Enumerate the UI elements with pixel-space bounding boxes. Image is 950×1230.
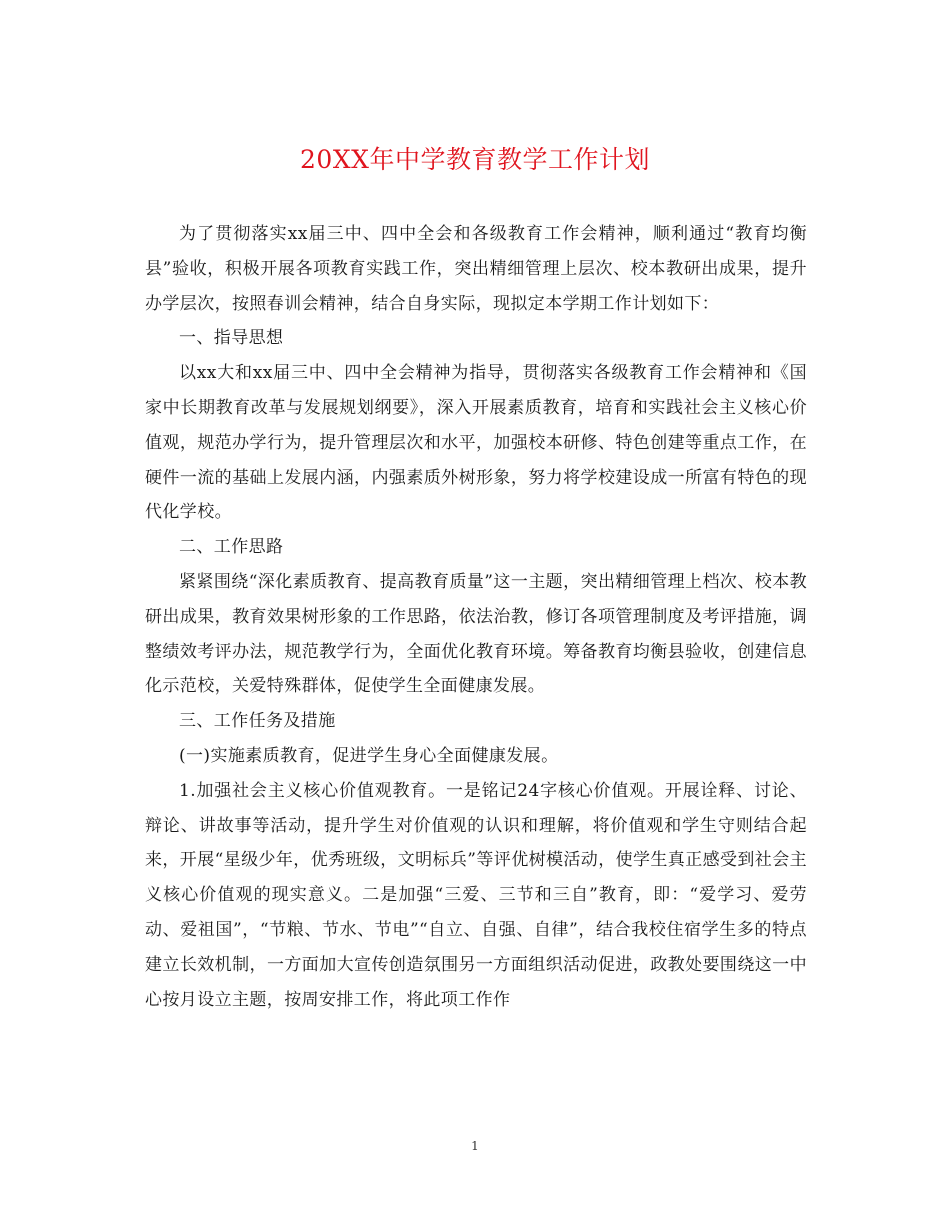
subsection-heading-quality-education: (一)实施素质教育，促进学生身心全面健康发展。 [179, 745, 559, 766]
section-heading-guiding-ideology: 一、指导思想 [179, 328, 284, 349]
core-values-paragraph: 1.加强社会主义核心价值观教育。一是铭记24字核心价值观。开展诠释、讨论、辩论、讲故事等活动，提升学生对价值观的认识和理解，将价值观和学生守则结合起来，开展“星级少年，优秀班级，文明标兵”等评优树模活动，使学生真正感受到社会主义核心价值观的现实意义。二是加强“三爱、三节和三自”教育，即：“爱学习、爱劳动、爱祖国”，“节粮、节水、节电”“自立、自强、自律”，结合我校住宿学生多的特点建立长效机制，一方面加大宣传创造氛围另一方面组织活动促进，政教处要围绕这一中心按月设立主题，按周安排工作，将此项工作作 [145, 780, 807, 1010]
document-body [145, 217, 807, 1017]
page-number: 1 [471, 1139, 479, 1153]
intro-paragraph: 为了贯彻落实xx届三中、四中全会和各级教育工作会精神，顺利通过“教育均衡县”验收，积极开展各项教育实践工作，突出精细管理上层次、校本教研出成果，提升办学层次，按照春训会精神，结合自身实际，现拟定本学期工作计划如下： [145, 224, 807, 314]
section-heading-work-approach: 二、工作思路 [179, 537, 284, 558]
document-title: 20XX年中学教育教学工作计划 [300, 145, 650, 174]
guiding-ideology-paragraph: 以xx大和xx届三中、四中全会精神为指导，贯彻落实各级教育工作会精神和《国家中长期教育改革与发展规划纲要》，深入开展素质教育，培育和实践社会主义核心价值观，规范办学行为，提升管理层次和水平，加强校本研修、特色创建等重点工作，在硬件一流的基础上发展内涵，内强素质外树形象，努力将学校建设成一所富有特色的现代化学校。 [145, 363, 807, 523]
work-approach-paragraph: 紧紧围绕“深化素质教育、提高教育质量”这一主题，突出精细管理上档次、校本教研出成果，教育效果树形象的工作思路，依法治教，修订各项管理制度及考评措施，调整绩效考评办法，规范教学行为，全面优化教育环境。筹备教育均衡县验收，创建信息化示范校，关爱特殊群体，促使学生全面健康发展。 [145, 571, 807, 697]
section-heading-tasks-measures: 三、工作任务及措施 [179, 711, 336, 732]
